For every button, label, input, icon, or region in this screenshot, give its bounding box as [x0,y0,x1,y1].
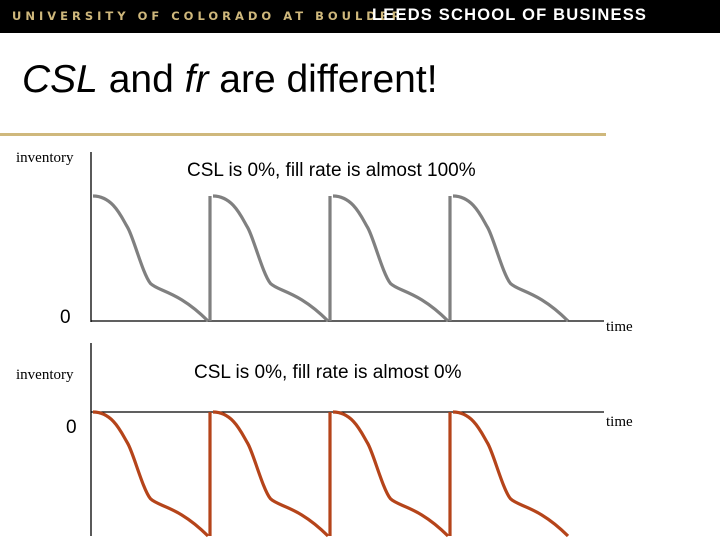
top-x-axis-label: time [606,319,633,335]
top-zero-label: 0 [60,307,71,328]
school-name: LEEDS SCHOOL OF BUSINESS [372,6,648,24]
inventory-curve-cycle-4 [453,196,568,321]
inventory-curve-cycle-4 [453,412,568,536]
bottom-chart-title: CSL is 0%, fill rate is almost 0% [194,362,462,383]
bottom-zero-label: 0 [66,417,77,438]
title-csl: CSL [22,58,98,101]
title-fr: fr [184,58,209,101]
inventory-curve-cycle-2 [213,412,328,536]
inventory-curve-cycle-2 [213,196,328,321]
university-name: UNIVERSITY OF COLORADO AT BOULDER [12,9,405,23]
top-chart-title: CSL is 0%, fill rate is almost 100% [187,160,476,181]
bottom-y-axis-label: inventory [16,367,74,383]
title-and: and [97,58,185,101]
bottom-x-axis-label: time [606,414,633,430]
inventory-curve-cycle-1 [93,412,208,536]
inventory-curve-cycle-1 [93,196,208,321]
inventory-curve-cycle-3 [333,196,448,321]
title-rest: are different! [208,58,438,101]
inventory-curve-cycle-3 [333,412,448,536]
top-y-axis-label: inventory [16,150,74,166]
